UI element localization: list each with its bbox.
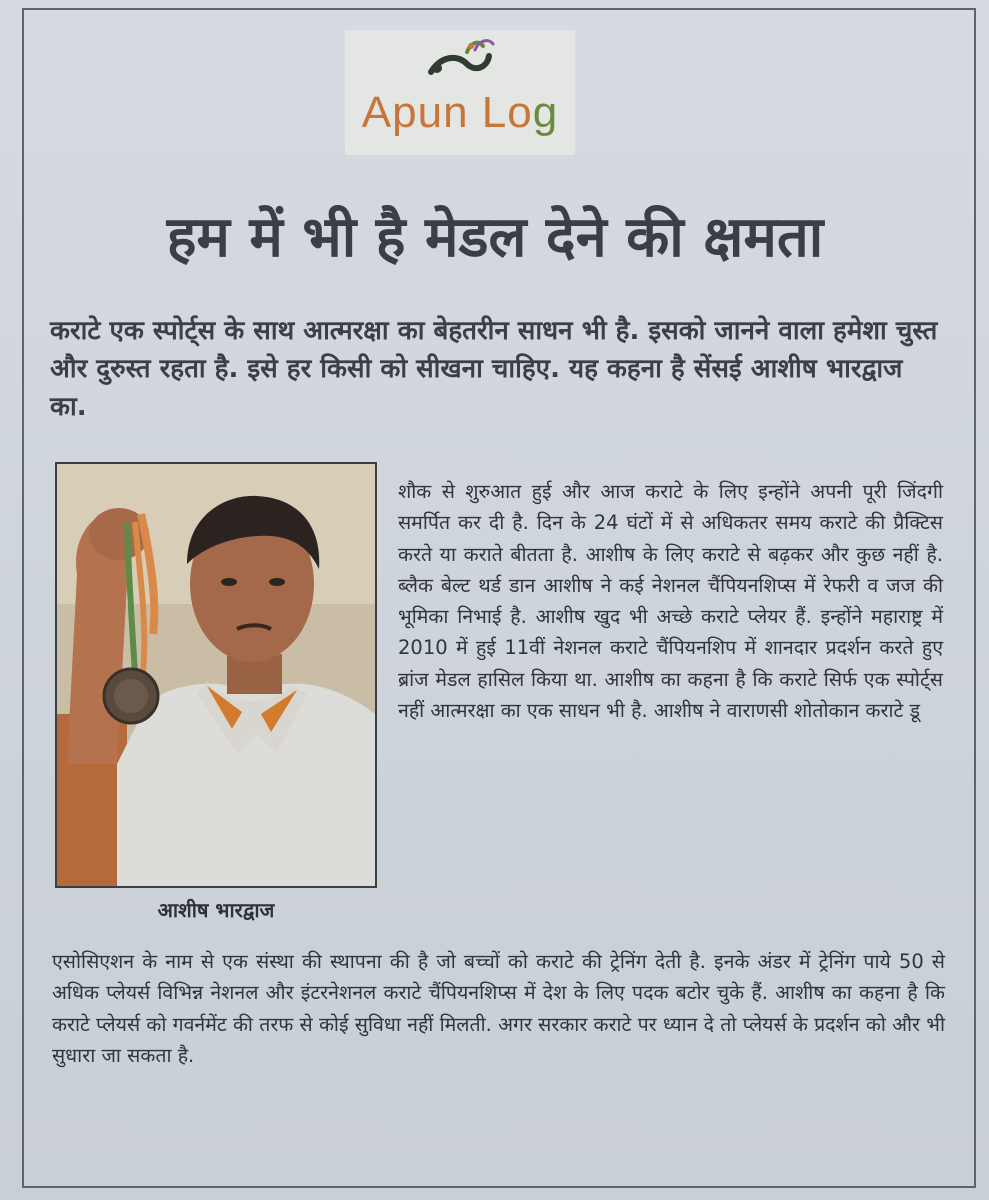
- headline: हम में भी है मेडल देने की क्षमता: [166, 205, 824, 270]
- portrait-photo: [55, 462, 377, 888]
- logo-wordmark-main: Apun Lo: [361, 88, 533, 137]
- photo-caption: आशीष भारद्वाज: [157, 898, 275, 922]
- intro-paragraph: कराटे एक स्पोर्ट्स के साथ आत्मरक्षा का बेहतरीन साधन भी है. इसको जानने वाला हमेशा चुस्त और दुरुस्त रहता है. इसे हर किसी को सीखना चाहिए. यह कहना है सेंसई आशीष भारद्वाज का.: [50, 316, 938, 422]
- swirl-logo-icon: [423, 34, 503, 84]
- body-full-width-text: एसोसिएशन के नाम से एक संस्था की स्थापना की है जो बच्चों को कराटे की ट्रेनिंग देती है. इनके अंडर में ट्रेनिंग पाये 50 से अधिक प्लेयर्स विभिन्न नेशनल और इंटरनेशनल कराटे चैंपियनशिप्स में देश के लिए पदक बटोर चुके हैं. आशीष का कहना है कि कराटे प्लेयर्स को गवर्नमेंट की तरफ से कोई सुविधा नहीं मिलती. अगर सरकार कराटे पर ध्यान दे तो प्लेयर्स के प्रदर्शन को और भी सुधारा जा सकता है.: [52, 950, 945, 1067]
- body-column-text: शौक से शुरुआत हुई और आज कराटे के लिए इन्होंने अपनी पूरी जिंदगी समर्पित कर दी है. दिन के 24 घंटों में से अधिकतर समय कराटे की प्रैक्टिस करते या कराते बीतता है. आशीष के लिए कराटे से बढ़कर और कुछ नहीं है. ब्लैक बेल्ट थर्ड डान आशीष ने कई नेशनल चैंपियनशिप्स में रेफरी व जज की भूमिका निभाई है. आशीष खुद भी अच्छे कराटे प्लेयर हैं. इन्होंने महाराष्ट्र में 2010 में हुई 11वीं नेशनल कराटे चैंपियनशिप में शानदार प्रदर्शन करते हुए ब्रांज मेडल हासिल किया था. आशीष का कहना है कि कराटे सिर्फ एक स्पोर्ट्स नहीं आत्मरक्षा का एक साधन भी है. आशीष ने वाराणसी शोतोकान कराटे डू: [398, 480, 943, 723]
- logo-wordmark-end: g: [532, 88, 559, 137]
- apun-log-logo: [345, 30, 575, 155]
- logo-wordmark: [345, 88, 575, 138]
